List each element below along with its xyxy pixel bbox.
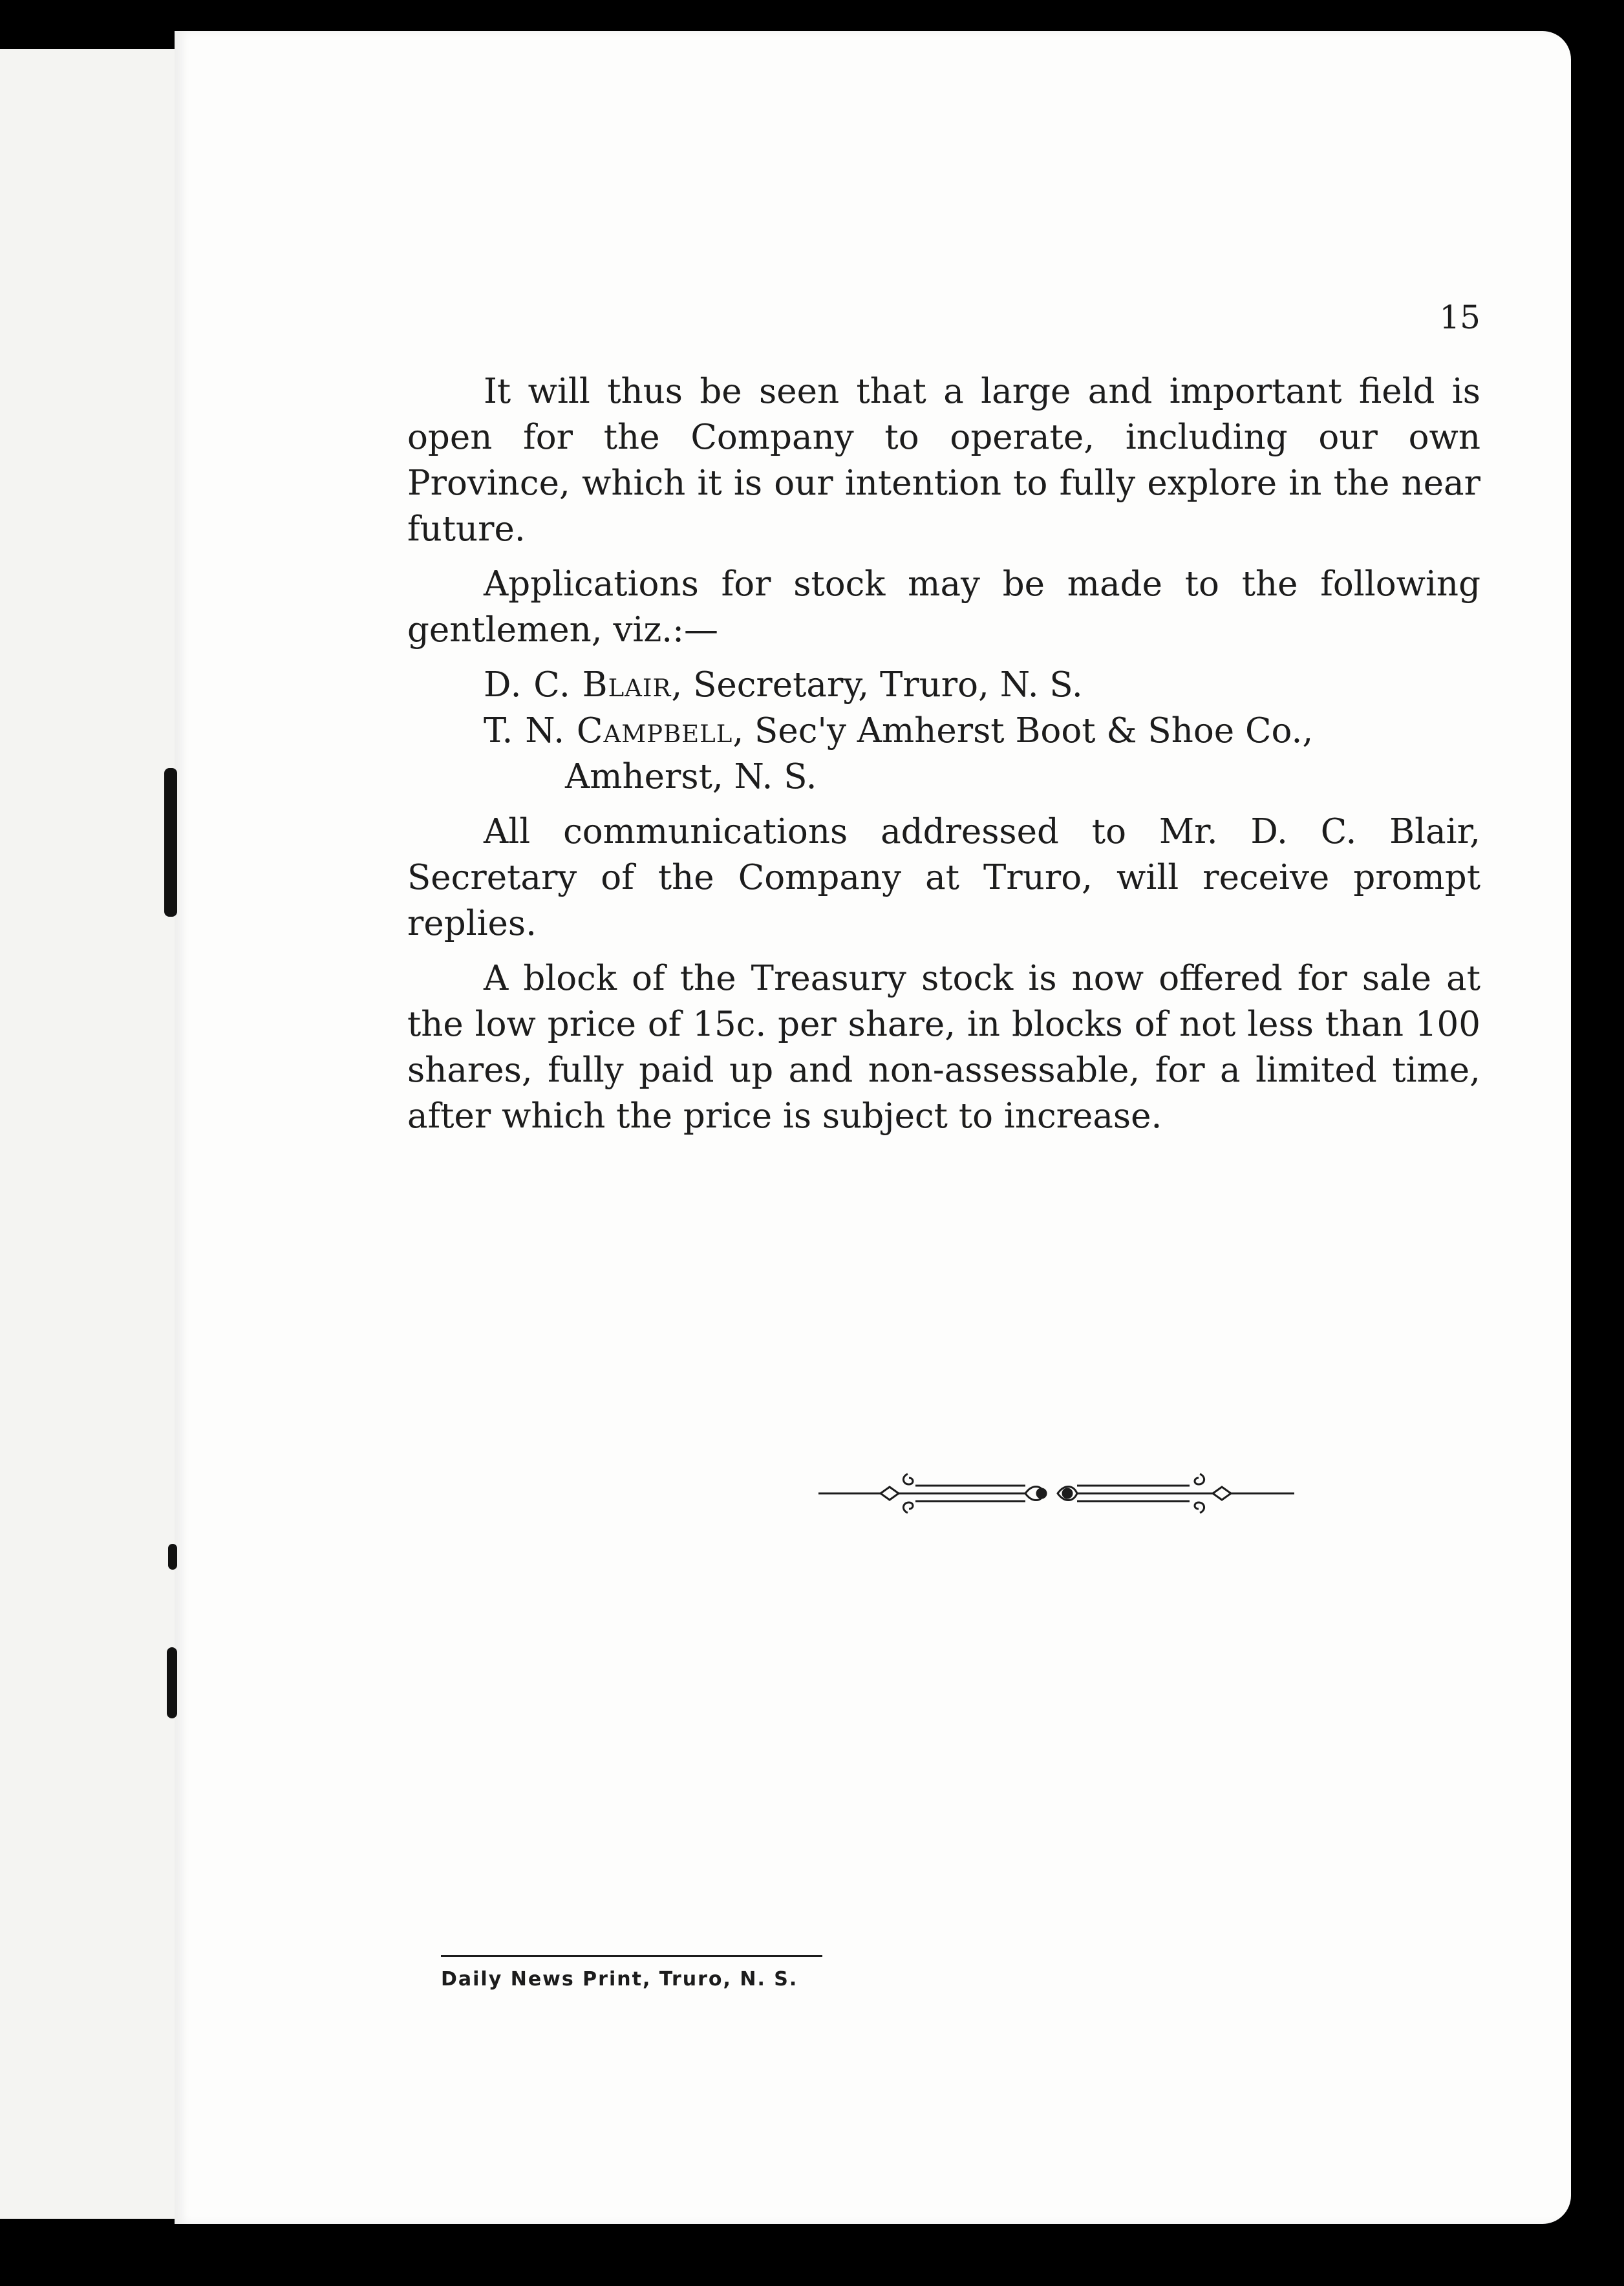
page-number: 15	[1439, 299, 1480, 336]
paragraph-treasury-stock: A block of the Treasury stock is now offered for sale at the low price of 15c. per share, in blocks of not less than 100 shares, fully paid up and non-assessable, for a limited time, after which the price is subject to increase.	[407, 959, 1480, 1136]
paragraph-field-open: It will thus be seen that a large and important field is open for the Company to operate, including our own Province, which it is our intention to fully explore in the near future.	[407, 372, 1480, 549]
footer-rule	[441, 1955, 822, 1957]
paragraph-applications: Applications for stock may be made to the following gentlemen, viz.:—	[407, 564, 1480, 650]
decorative-divider-ornament	[818, 1461, 1294, 1526]
contact-name: D. C. Blair	[484, 665, 672, 705]
paragraph-communications: All communications addressed to Mr. D. C. Blair, Secretary of the Company at Truro, will receive prompt replies.	[407, 812, 1480, 943]
contact-details: Sec'y Amherst Boot & Shoe Co.,	[754, 711, 1314, 751]
binding-dot-mark	[168, 1544, 177, 1570]
contact-details: Secretary, Truro, N. S.	[693, 665, 1083, 705]
binding-staple-mark	[164, 768, 177, 917]
contact-blair: D. C. Blair, Secretary, Truro, N. S.	[484, 665, 1083, 705]
contact-name: T. N. Campbell	[484, 711, 733, 751]
facing-page-edge	[0, 49, 193, 2219]
printer-imprint: Daily News Print, Truro, N. S.	[441, 1968, 798, 1991]
contact-campbell-address: Amherst, N. S.	[565, 757, 817, 796]
binding-notch-mark	[167, 1647, 177, 1718]
contact-campbell: T. N. Campbell, Sec'y Amherst Boot & Shoe Co.,	[484, 711, 1314, 751]
page	[175, 31, 1571, 2224]
body-text	[407, 369, 1480, 1148]
